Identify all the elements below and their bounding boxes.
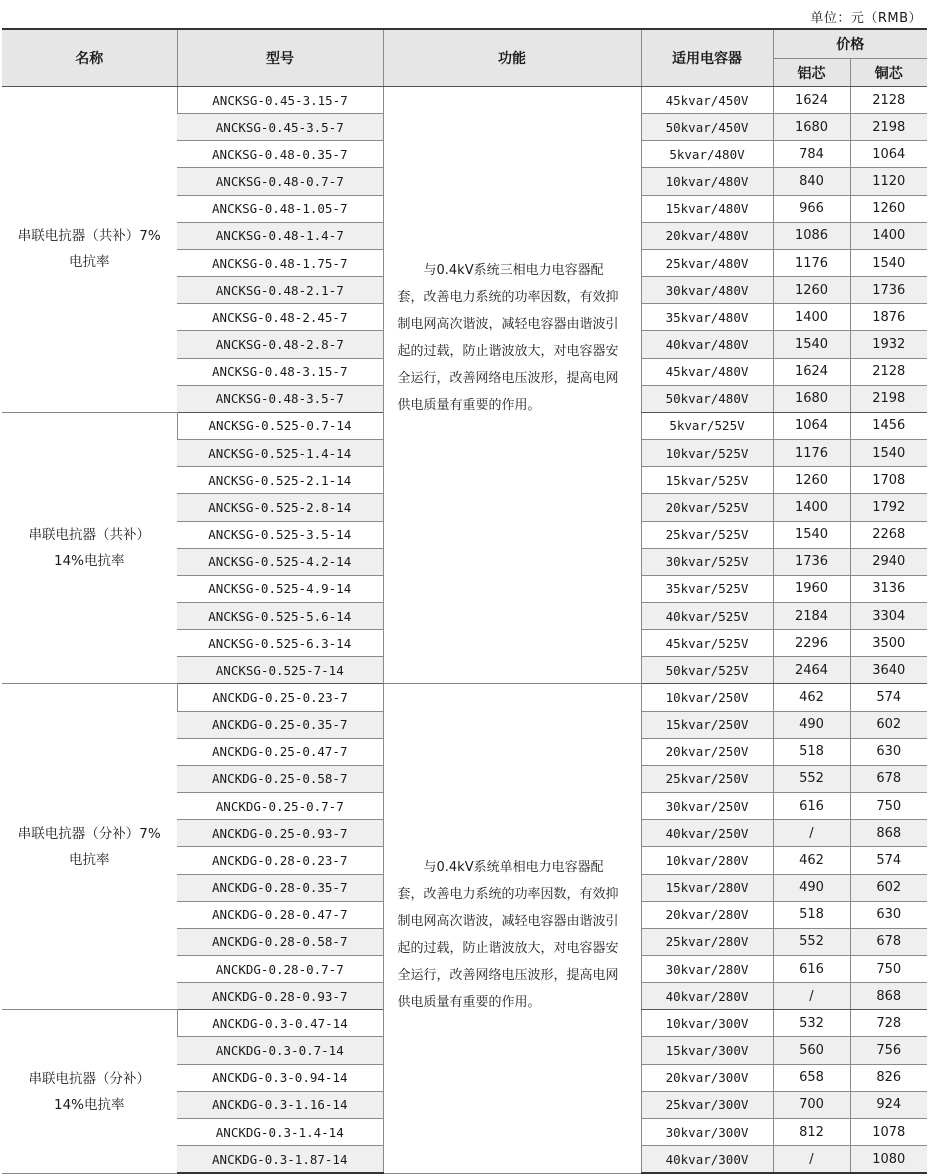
capacitor-cell: 15kvar/480V [641, 195, 773, 222]
aluminum-price-cell: 1260 [773, 467, 850, 494]
aluminum-price-cell: 490 [773, 711, 850, 738]
capacitor-cell: 25kvar/300V [641, 1091, 773, 1118]
capacitor-cell: 10kvar/525V [641, 440, 773, 467]
capacitor-cell: 25kvar/480V [641, 249, 773, 276]
aluminum-price-cell: 812 [773, 1118, 850, 1145]
capacitor-cell: 20kvar/300V [641, 1064, 773, 1091]
model-cell: ANCKDG-0.3-0.7-14 [177, 1037, 383, 1064]
capacitor-cell: 15kvar/250V [641, 711, 773, 738]
copper-price-cell: 2198 [850, 114, 927, 141]
model-cell: ANCKSG-0.48-2.8-7 [177, 331, 383, 358]
aluminum-price-cell: 462 [773, 684, 850, 711]
capacitor-cell: 15kvar/280V [641, 874, 773, 901]
model-cell: ANCKDG-0.3-0.94-14 [177, 1064, 383, 1091]
unit-label: 单位：元（RMB） [810, 11, 922, 26]
capacitor-cell: 5kvar/525V [641, 412, 773, 439]
aluminum-price-cell: 1960 [773, 575, 850, 602]
copper-price-cell: 1260 [850, 195, 927, 222]
price-table [2, 28, 927, 1174]
capacitor-cell: 50kvar/525V [641, 657, 773, 684]
header-function: 功能 [383, 29, 641, 87]
product-name-line2: 14%电抗率 [53, 553, 125, 570]
copper-price-cell: 3304 [850, 602, 927, 629]
product-name-line1: 串联电抗器（共补）7% [17, 228, 161, 245]
model-cell: ANCKSG-0.525-3.5-14 [177, 521, 383, 548]
capacitor-cell: 30kvar/480V [641, 277, 773, 304]
capacitor-cell: 5kvar/480V [641, 141, 773, 168]
model-cell: ANCKSG-0.525-4.9-14 [177, 575, 383, 602]
model-cell: ANCKSG-0.48-3.15-7 [177, 358, 383, 385]
aluminum-price-cell: 532 [773, 1010, 850, 1037]
aluminum-price-cell: 616 [773, 793, 850, 820]
table-row [2, 684, 927, 711]
capacitor-cell: 40kvar/525V [641, 602, 773, 629]
capacitor-cell: 10kvar/280V [641, 847, 773, 874]
capacitor-cell: 15kvar/525V [641, 467, 773, 494]
capacitor-cell: 30kvar/525V [641, 548, 773, 575]
aluminum-price-cell: / [773, 983, 850, 1010]
aluminum-price-cell: 840 [773, 168, 850, 195]
aluminum-price-cell: / [773, 820, 850, 847]
aluminum-price-cell: 1624 [773, 358, 850, 385]
model-cell: ANCKDG-0.3-0.47-14 [177, 1010, 383, 1037]
capacitor-cell: 25kvar/525V [641, 521, 773, 548]
aluminum-price-cell: 518 [773, 901, 850, 928]
model-cell: ANCKDG-0.25-0.47-7 [177, 738, 383, 765]
model-cell: ANCKDG-0.25-0.7-7 [177, 793, 383, 820]
copper-price-cell: 868 [850, 820, 927, 847]
aluminum-price-cell: 1540 [773, 521, 850, 548]
copper-price-cell: 1078 [850, 1118, 927, 1145]
copper-price-cell: 1792 [850, 494, 927, 521]
model-cell: ANCKSG-0.525-7-14 [177, 657, 383, 684]
header-name: 名称 [2, 29, 177, 87]
capacitor-cell: 50kvar/480V [641, 385, 773, 412]
copper-price-cell: 750 [850, 793, 927, 820]
copper-price-cell: 3640 [850, 657, 927, 684]
product-name-cell [2, 1010, 177, 1173]
aluminum-price-cell: 1624 [773, 87, 850, 114]
copper-price-cell: 1708 [850, 467, 927, 494]
model-cell: ANCKSG-0.48-2.45-7 [177, 304, 383, 331]
model-cell: ANCKSG-0.48-1.75-7 [177, 249, 383, 276]
capacitor-cell: 25kvar/250V [641, 765, 773, 792]
product-name-line2: 电抗率 [69, 851, 110, 868]
model-cell: ANCKSG-0.48-0.7-7 [177, 168, 383, 195]
copper-price-cell: 1736 [850, 277, 927, 304]
model-cell: ANCKSG-0.525-2.1-14 [177, 467, 383, 494]
model-cell: ANCKDG-0.3-1.87-14 [177, 1146, 383, 1174]
aluminum-price-cell: 1736 [773, 548, 850, 575]
copper-price-cell: 602 [850, 874, 927, 901]
table-header [2, 29, 927, 87]
model-cell: ANCKDG-0.28-0.47-7 [177, 901, 383, 928]
aluminum-price-cell: 2296 [773, 630, 850, 657]
capacitor-cell: 35kvar/525V [641, 575, 773, 602]
aluminum-price-cell: 1176 [773, 440, 850, 467]
aluminum-price-cell: 1176 [773, 249, 850, 276]
aluminum-price-cell: 658 [773, 1064, 850, 1091]
model-cell: ANCKDG-0.3-1.16-14 [177, 1091, 383, 1118]
capacitor-cell: 45kvar/480V [641, 358, 773, 385]
header-copper: 铜芯 [850, 59, 927, 87]
copper-price-cell: 630 [850, 738, 927, 765]
model-cell: ANCKSG-0.525-2.8-14 [177, 494, 383, 521]
aluminum-price-cell: 518 [773, 738, 850, 765]
model-cell: ANCKSG-0.525-0.7-14 [177, 412, 383, 439]
capacitor-cell: 50kvar/450V [641, 114, 773, 141]
product-name-line2: 14%电抗率 [53, 1096, 125, 1113]
aluminum-price-cell: 552 [773, 928, 850, 955]
model-cell: ANCKDG-0.28-0.23-7 [177, 847, 383, 874]
copper-price-cell: 630 [850, 901, 927, 928]
model-cell: ANCKSG-0.45-3.15-7 [177, 87, 383, 114]
copper-price-cell: 1064 [850, 141, 927, 168]
capacitor-cell: 15kvar/300V [641, 1037, 773, 1064]
aluminum-price-cell: 700 [773, 1091, 850, 1118]
capacitor-cell: 35kvar/480V [641, 304, 773, 331]
aluminum-price-cell: 560 [773, 1037, 850, 1064]
aluminum-price-cell: 1260 [773, 277, 850, 304]
header-model: 型号 [177, 29, 383, 87]
copper-price-cell: 1540 [850, 440, 927, 467]
copper-price-cell: 574 [850, 684, 927, 711]
capacitor-cell: 40kvar/300V [641, 1146, 773, 1174]
copper-price-cell: 678 [850, 765, 927, 792]
copper-price-cell: 924 [850, 1091, 927, 1118]
capacitor-cell: 10kvar/250V [641, 684, 773, 711]
copper-price-cell: 2128 [850, 87, 927, 114]
header-price: 价格 [773, 29, 927, 59]
capacitor-cell: 45kvar/450V [641, 87, 773, 114]
capacitor-cell: 25kvar/280V [641, 928, 773, 955]
copper-price-cell: 678 [850, 928, 927, 955]
capacitor-cell: 20kvar/480V [641, 222, 773, 249]
copper-price-cell: 2268 [850, 521, 927, 548]
copper-price-cell: 2128 [850, 358, 927, 385]
model-cell: ANCKSG-0.48-3.5-7 [177, 385, 383, 412]
model-cell: ANCKDG-0.28-0.7-7 [177, 956, 383, 983]
model-cell: ANCKSG-0.525-4.2-14 [177, 548, 383, 575]
product-name-line1: 串联电抗器（共补） [28, 527, 150, 544]
function-description-cell [383, 684, 641, 1173]
capacitor-cell: 40kvar/250V [641, 820, 773, 847]
model-cell: ANCKDG-0.25-0.58-7 [177, 765, 383, 792]
copper-price-cell: 750 [850, 956, 927, 983]
copper-price-cell: 1080 [850, 1146, 927, 1174]
product-name-cell [2, 684, 177, 1010]
capacitor-cell: 40kvar/280V [641, 983, 773, 1010]
model-cell: ANCKDG-0.28-0.93-7 [177, 983, 383, 1010]
capacitor-cell: 30kvar/280V [641, 956, 773, 983]
copper-price-cell: 2940 [850, 548, 927, 575]
model-cell: ANCKSG-0.48-1.05-7 [177, 195, 383, 222]
copper-price-cell: 3500 [850, 630, 927, 657]
aluminum-price-cell: 1680 [773, 114, 850, 141]
copper-price-cell: 1540 [850, 249, 927, 276]
model-cell: ANCKDG-0.25-0.23-7 [177, 684, 383, 711]
aluminum-price-cell: 2184 [773, 602, 850, 629]
model-cell: ANCKSG-0.525-5.6-14 [177, 602, 383, 629]
copper-price-cell: 826 [850, 1064, 927, 1091]
model-cell: ANCKDG-0.28-0.35-7 [177, 874, 383, 901]
model-cell: ANCKSG-0.45-3.5-7 [177, 114, 383, 141]
model-cell: ANCKDG-0.28-0.58-7 [177, 928, 383, 955]
copper-price-cell: 602 [850, 711, 927, 738]
aluminum-price-cell: 1540 [773, 331, 850, 358]
table-body [2, 87, 927, 1174]
product-name-line1: 串联电抗器（分补）7% [17, 825, 161, 842]
copper-price-cell: 756 [850, 1037, 927, 1064]
model-cell: ANCKDG-0.25-0.35-7 [177, 711, 383, 738]
copper-price-cell: 1120 [850, 168, 927, 195]
function-description: 与0.4kV系统单相电力电容器配套，改善电力系统的功率因数，有效抑制电网高次谐波，减轻电容器由谐波引起的过载，防止谐波放大，对电容器安全运行，改善网络电压波形，提高电网供电质量有重要的作用。 [397, 860, 619, 1011]
copper-price-cell: 728 [850, 1010, 927, 1037]
model-cell: ANCKSG-0.525-6.3-14 [177, 630, 383, 657]
function-description: 与0.4kV系统三相电力电容器配套，改善电力系统的功率因数，有效抑制电网高次谐波，减轻电容器由谐波引起的过载，防止谐波放大，对电容器安全运行，改善网络电压波形，提高电网供电质量有重要的作用。 [397, 263, 619, 413]
capacitor-cell: 45kvar/525V [641, 630, 773, 657]
aluminum-price-cell: 1400 [773, 494, 850, 521]
model-cell: ANCKDG-0.3-1.4-14 [177, 1118, 383, 1145]
aluminum-price-cell: 966 [773, 195, 850, 222]
model-cell: ANCKSG-0.48-2.1-7 [177, 277, 383, 304]
aluminum-price-cell: 1064 [773, 412, 850, 439]
capacitor-cell: 30kvar/250V [641, 793, 773, 820]
copper-price-cell: 3136 [850, 575, 927, 602]
copper-price-cell: 2198 [850, 385, 927, 412]
aluminum-price-cell: 1680 [773, 385, 850, 412]
aluminum-price-cell: 552 [773, 765, 850, 792]
copper-price-cell: 1400 [850, 222, 927, 249]
copper-price-cell: 1456 [850, 412, 927, 439]
product-name-line1: 串联电抗器（分补） [28, 1070, 150, 1087]
model-cell: ANCKSG-0.48-0.35-7 [177, 141, 383, 168]
aluminum-price-cell: 1086 [773, 222, 850, 249]
aluminum-price-cell: 1400 [773, 304, 850, 331]
table-row [2, 87, 927, 114]
capacitor-cell: 20kvar/280V [641, 901, 773, 928]
function-description-cell [383, 87, 641, 684]
model-cell: ANCKDG-0.25-0.93-7 [177, 820, 383, 847]
model-cell: ANCKSG-0.48-1.4-7 [177, 222, 383, 249]
header-capacitor: 适用电容器 [641, 29, 773, 87]
aluminum-price-cell: 784 [773, 141, 850, 168]
aluminum-price-cell: 462 [773, 847, 850, 874]
header-aluminum: 铝芯 [773, 59, 850, 87]
capacitor-cell: 20kvar/250V [641, 738, 773, 765]
capacitor-cell: 20kvar/525V [641, 494, 773, 521]
aluminum-price-cell: 616 [773, 956, 850, 983]
capacitor-cell: 10kvar/480V [641, 168, 773, 195]
aluminum-price-cell: 2464 [773, 657, 850, 684]
copper-price-cell: 1932 [850, 331, 927, 358]
capacitor-cell: 10kvar/300V [641, 1010, 773, 1037]
copper-price-cell: 868 [850, 983, 927, 1010]
model-cell: ANCKSG-0.525-1.4-14 [177, 440, 383, 467]
capacitor-cell: 40kvar/480V [641, 331, 773, 358]
product-name-cell [2, 87, 177, 413]
capacitor-cell: 30kvar/300V [641, 1118, 773, 1145]
copper-price-cell: 574 [850, 847, 927, 874]
aluminum-price-cell: / [773, 1146, 850, 1174]
copper-price-cell: 1876 [850, 304, 927, 331]
aluminum-price-cell: 490 [773, 874, 850, 901]
product-name-cell [2, 412, 177, 684]
product-name-line2: 电抗率 [69, 254, 110, 271]
